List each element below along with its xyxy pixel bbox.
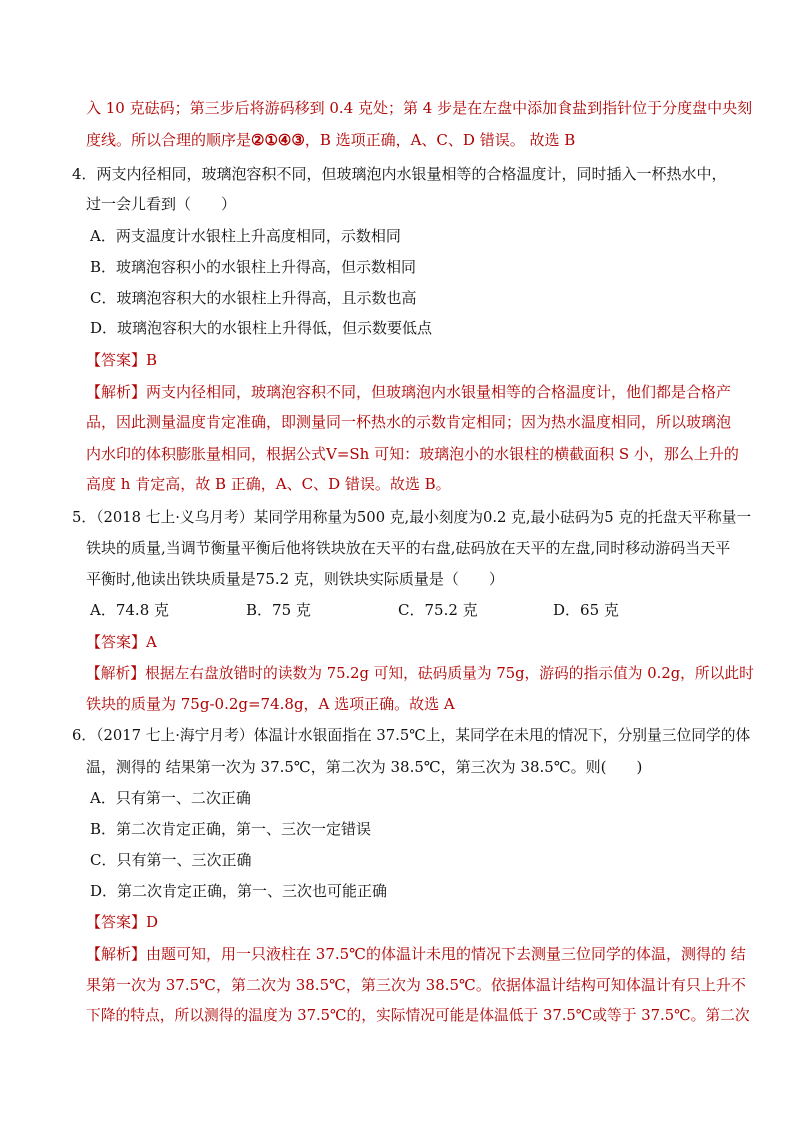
q3-order-sequence: ②①④③ [251, 131, 305, 149]
q5-option-c: C．75.2 克 [398, 601, 478, 619]
q4-explanation-line-2: 品，因此测量温度肯定准确，即测量同一杯热水的示数肯定相同；因为热水温度相同，所以玻璃泡 [86, 413, 732, 431]
q5-stem-line-1: 5．（2018 七上·义乌月考）某同学用称量为500 克,最小刻度为0.2 克,最小砝码为5 克的托盘天平称量一 [72, 509, 752, 526]
q6-answer: 【答案】D [86, 913, 159, 931]
q3-explanation-conclusion: ，B 选项正确，A、C、D 错误。 故选 B [304, 131, 576, 149]
q6-stem-line-2: 温，测得的 结果第一次为 37.5℃，第二次为 38.5℃，第三次为 38.5℃。则( ) [86, 758, 643, 776]
q6-stem-line-1: 6．（2017 七上·海宁月考）体温计水银面指在 37.5℃上，某同学在未甩的情况下，分别量三位同学的体 [72, 727, 751, 744]
q5-stem-line-2: 铁块的质量,当调节衡量平衡后他将铁块放在天平的右盘,砝码放在天平的左盘,同时移动游码当天平 [86, 539, 731, 557]
q4-option-a: A．两支温度计水银柱上升高度相同，示数相同 [90, 227, 401, 245]
q4-stem-line-2: 过一会儿看到（ ） [86, 195, 237, 213]
q5-stem-line-3: 平衡时,他读出铁块质量是75.2 克，则铁块实际质量是（ ） [86, 570, 504, 588]
q6-explanation-line-1: 【解析】由题可知，用一只液柱在 37.5℃的体温计未甩的情况下去测量三位同学的体温，测得的 结 [86, 945, 746, 963]
q4-stem-line-1: 4．两支内径相同，玻璃泡容积不同，但玻璃泡内水银量相等的合格温度计，同时插入一杯热水中， [72, 165, 727, 183]
q6-option-d: D．第二次肯定正确，第一、三次也可能正确 [90, 882, 388, 900]
q6-option-c: C．只有第一、三次正确 [90, 851, 252, 869]
q4-option-c: C．玻璃泡容积大的水银柱上升得高，且示数也高 [90, 289, 417, 307]
q4-option-d: D．玻璃泡容积大的水银柱上升得低，但示数要低点 [90, 319, 433, 337]
q4-answer: 【答案】B [86, 351, 158, 369]
q4-option-b: B．玻璃泡容积小的水银柱上升得高，但示数相同 [90, 258, 417, 276]
q5-explanation-line-1: 【解析】根据左右盘放错时的读数为 75.2g 可知，砝码质量为 75g，游码的指示值为 0.2g，所以此时 [86, 665, 754, 682]
q5-option-a: A．74.8 克 [90, 601, 169, 619]
q4-explanation-line-4: 高度 h 肯定高，故 B 正确，A、C、D 错误。故选 B。 [86, 475, 451, 493]
q4-explanation-line-1: 【解析】两支内径相同，玻璃泡容积不同，但玻璃泡内水银量相等的合格温度计，他们都是合格产 [86, 383, 732, 401]
q5-explanation-line-2: 铁块的质量为 75g-0.2g=74.8g，A 选项正确。故选 A [86, 695, 455, 713]
q6-option-a: A．只有第一、二次正确 [90, 789, 251, 807]
q4-explanation-line-3: 内水印的体积膨胀量相同，根据公式V=Sh 可知：玻璃泡小的水银柱的横截面积 S 小，那么上升的 [86, 445, 739, 463]
q3-explanation-line-1: 入 10 克砝码；第三步后将游码移到 0.4 克处；第 4 步是在左盘中添加食盐到指针位于分度盘中央刻 [86, 99, 753, 117]
q6-option-b: B．第二次肯定正确，第一、三次一定错误 [90, 820, 372, 838]
q6-explanation-line-3: 下降的特点，所以测得的温度为 37.5℃的，实际情况可能是体温低于 37.5℃或等于 37.5℃。第二次 [86, 1007, 750, 1024]
q5-option-b: B．75 克 [246, 601, 311, 619]
q5-option-d: D．65 克 [553, 601, 619, 619]
q3-explanation-line-2 [86, 130, 575, 150]
q6-explanation-line-2: 果第一次为 37.5℃，第二次为 38.5℃，第三次为 38.5℃。依据体温计结构可知体温计有只上升不 [86, 976, 746, 994]
q3-explanation-text: 度线。所以合理的顺序是 [86, 131, 252, 149]
q5-answer: 【答案】A [86, 633, 157, 651]
